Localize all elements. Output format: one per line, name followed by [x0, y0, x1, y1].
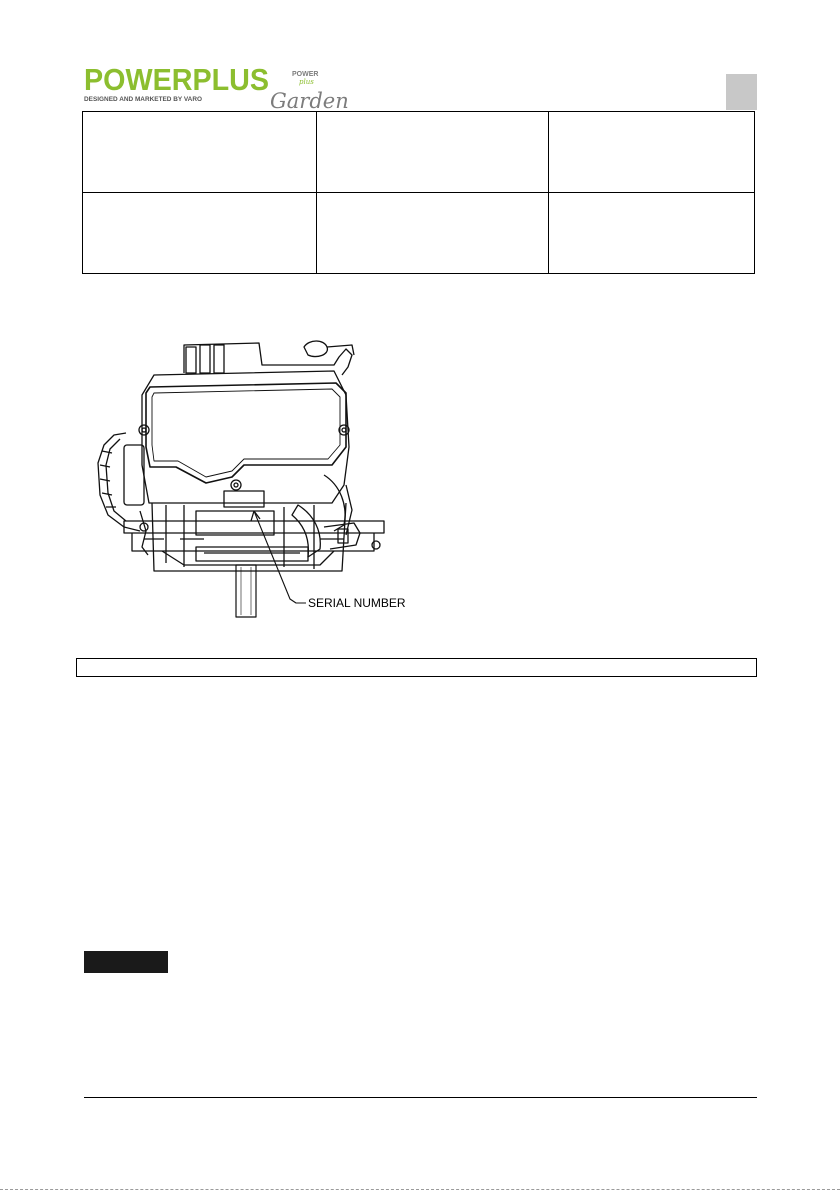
language-tab: [726, 74, 757, 110]
table-cell: [549, 193, 755, 274]
powerplus-garden-logo: [84, 64, 384, 112]
spec-table: [82, 111, 755, 274]
engine-illustration: [84, 335, 422, 620]
section-heading-box: [76, 658, 757, 677]
brand-sub: Garden: [270, 89, 349, 112]
brand-main: POWERPLUS: [84, 64, 269, 97]
table-cell: [317, 112, 549, 193]
serial-number-callout: SERIAL NUMBER: [308, 596, 406, 610]
table-cell: [83, 112, 317, 193]
warning-label-block: [84, 951, 168, 973]
table-row: [83, 193, 755, 274]
badge-top: POWER: [292, 71, 319, 78]
brand-tagline: DESIGNED AND MARKETED BY VARO: [84, 96, 202, 103]
page-edge-divider: [0, 1189, 840, 1190]
power-plus-badge: [292, 71, 318, 86]
badge-bottom: plus: [299, 78, 314, 86]
table-cell: [549, 112, 755, 193]
table-row: [83, 112, 755, 193]
table-cell: [317, 193, 549, 274]
table-cell: [83, 193, 317, 274]
footer-divider: [84, 1097, 757, 1098]
